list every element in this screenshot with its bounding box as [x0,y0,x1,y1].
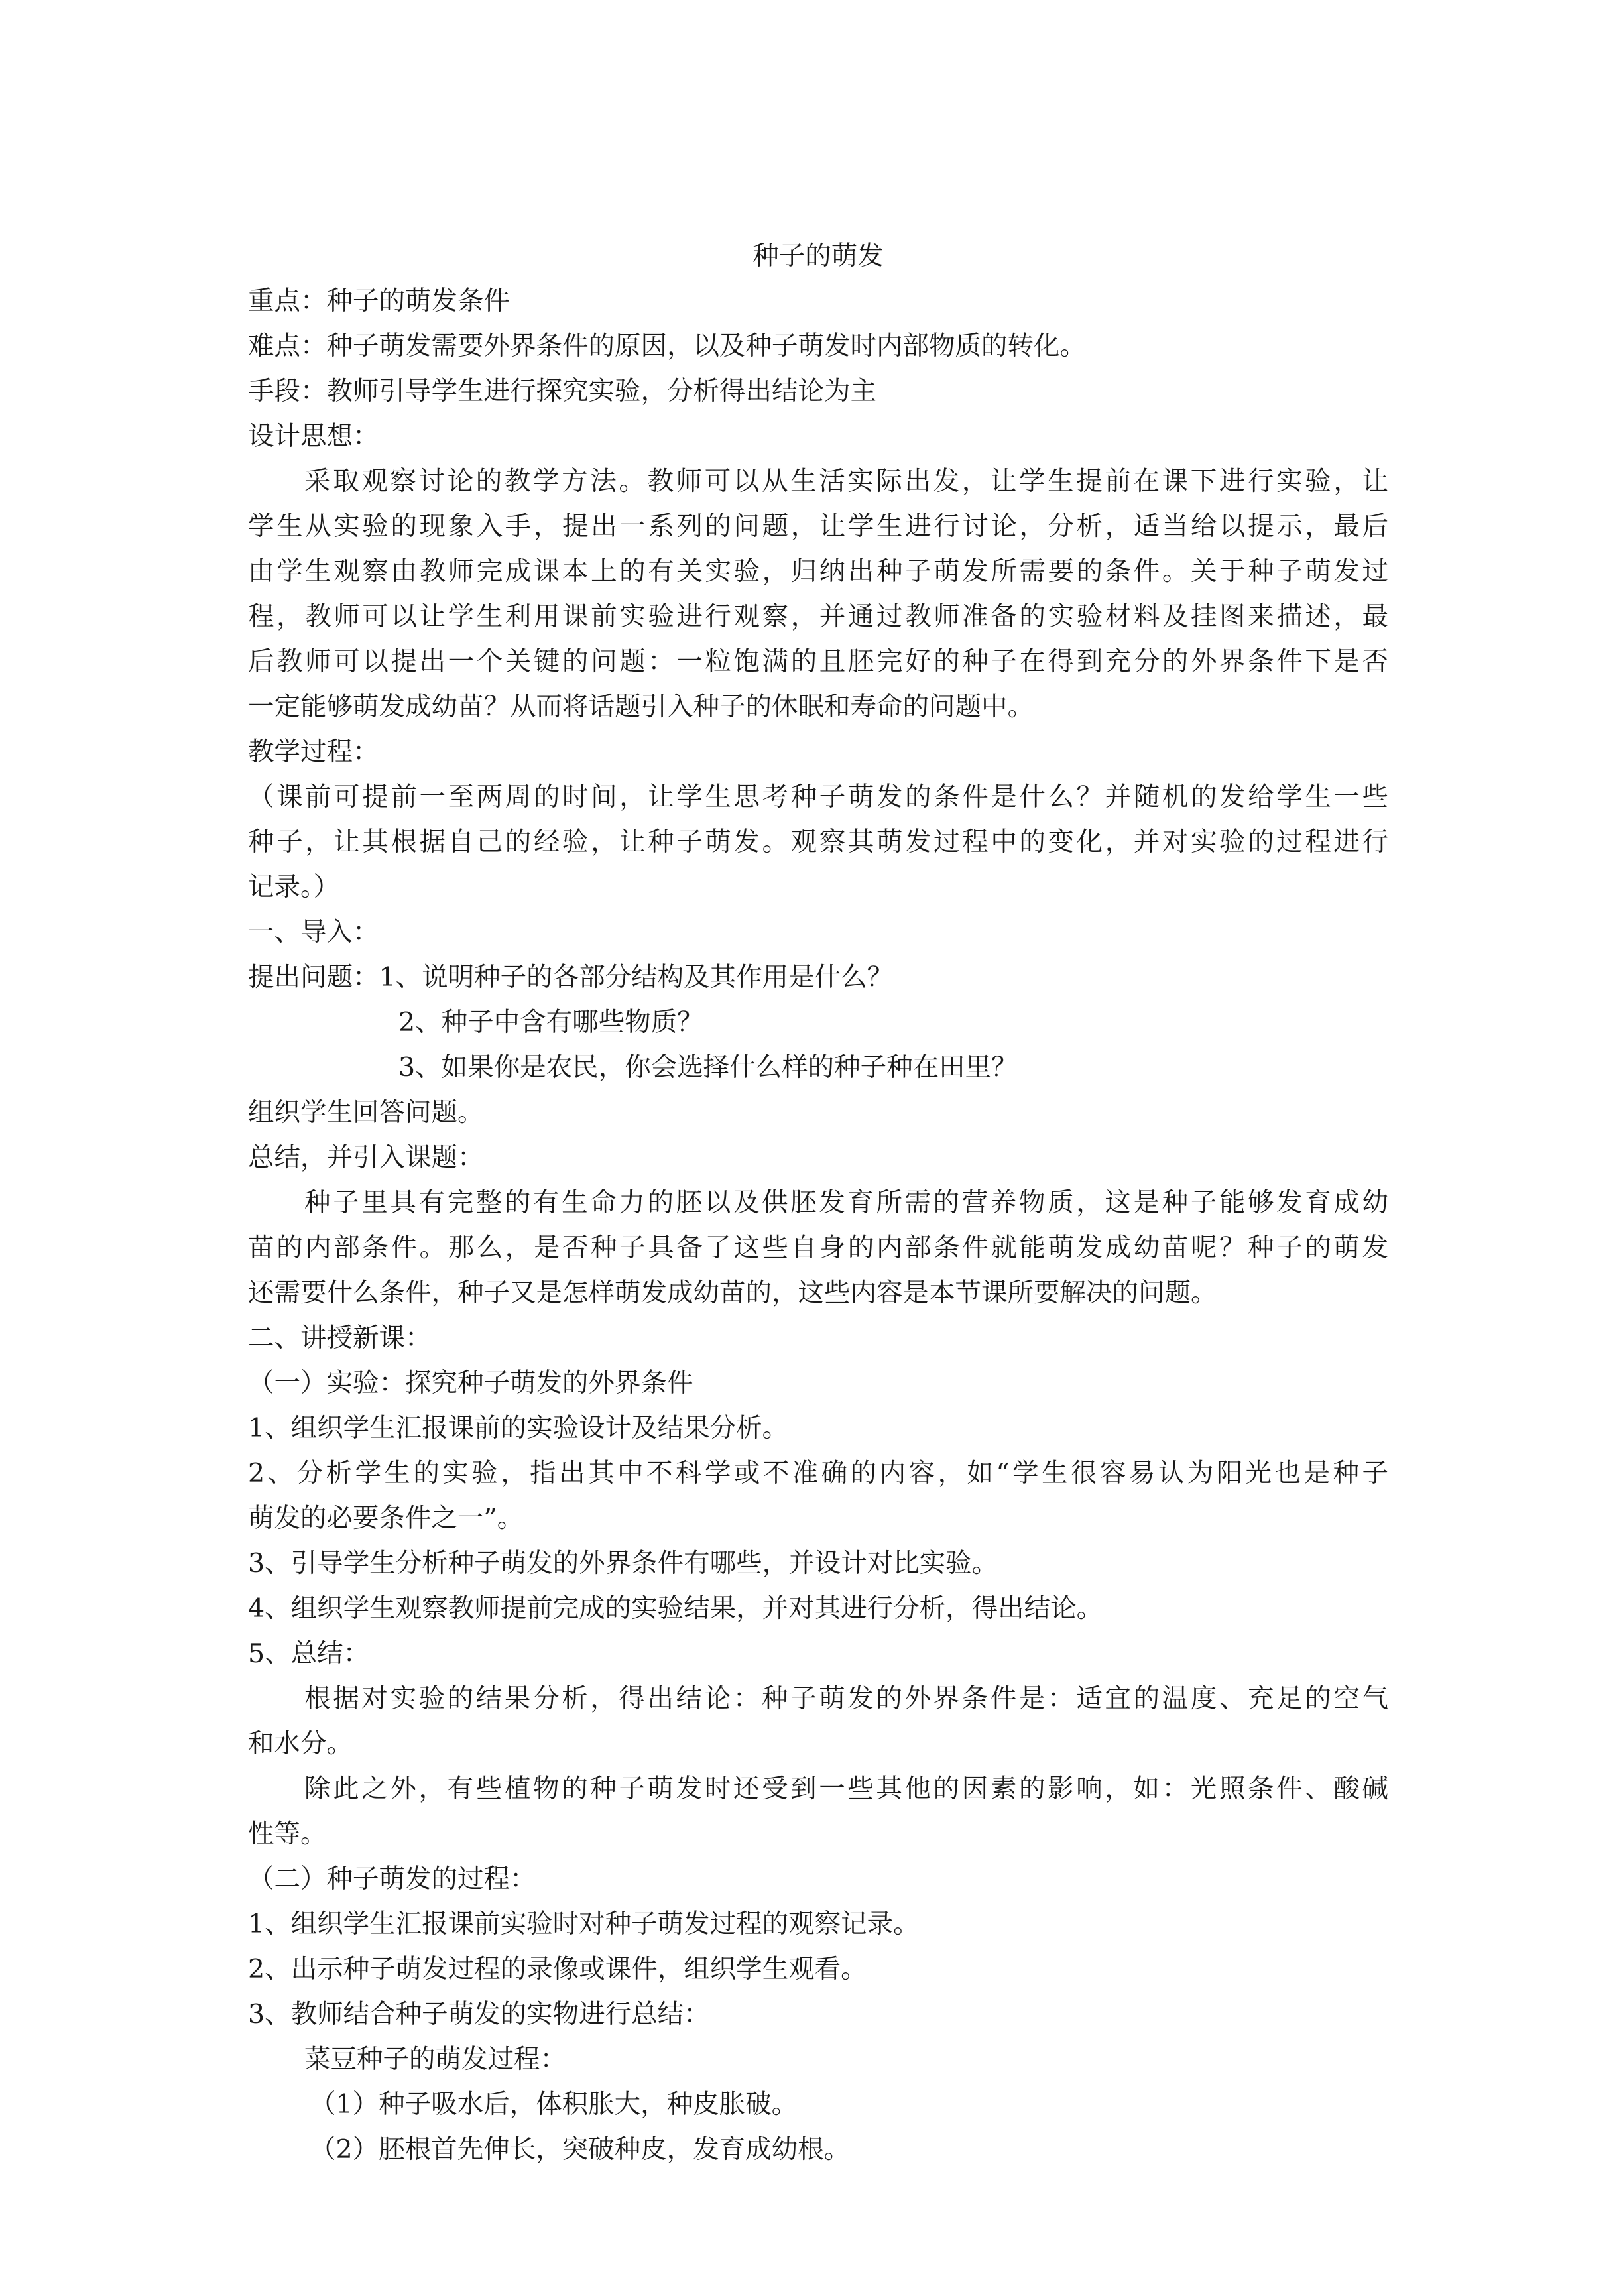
list-item: 2、出示种子萌发过程的录像或课件，组织学生观看。 [248,1954,867,1984]
section-2-heading: 二、讲授新课： [248,1323,432,1353]
summary-heading: 总结，并引入课题： [248,1142,484,1173]
process-note [248,774,1388,910]
process-heading: 教学过程： [248,737,379,767]
list-item: 1、组织学生汇报课前实验时对种子萌发过程的观察记录。 [248,1909,920,1939]
step-item: （1）种子吸水后，体积胀大，种皮胀破。 [310,2089,798,2120]
paragraph-line: 记录。） [248,872,340,902]
question-3: 3、如果你是农民，你会选择什么样的种子种在田里？ [398,1052,1018,1083]
paragraph-line: 种子，让其根据自己的经验，让种子萌发。观察其萌发过程中的变化，并对实验的过程进行 [248,827,1388,857]
paragraph-line: （课前可提前一至两周的时间，让学生思考种子萌发的条件是什么？并随机的发给学生一些 [248,782,1388,812]
conclusion-paragraph [248,1676,1388,1766]
paragraph-line: 和水分。 [248,1728,353,1759]
question-2: 2、种子中含有哪些物质？ [398,1007,703,1038]
paragraph-line: 苗的内部条件。那么，是否种子具备了这些自身的内部条件就能萌发成幼苗呢？种子的萌发 [248,1233,1388,1263]
additional-factors-paragraph [248,1766,1388,1856]
part-1-heading: （一）实验：探究种子萌发的外界条件 [248,1368,693,1398]
summary-paragraph [248,1180,1388,1315]
list-item: 1、组织学生汇报课前的实验设计及结果分析。 [248,1413,789,1443]
question-1: 提出问题：1、说明种子的各部分结构及其作用是什么？ [248,962,894,993]
paragraph-line: 采取观察讨论的教学方法。教师可以从生活实际出发，让学生提前在课下进行实验，让 [304,466,1388,497]
list-item: 5、总结： [248,1638,370,1669]
paragraph-line: 种子里具有完整的有生命力的胚以及供胚发育所需的营养物质，这是种子能够发育成幼 [304,1187,1388,1218]
list-item-continuation: 萌发的必要条件之一”。 [248,1503,524,1534]
design-paragraph [248,459,1388,729]
list-item: 4、组织学生观察教师提前完成的实验结果，并对其进行分析，得出结论。 [248,1593,1103,1624]
bean-heading: 菜豆种子的萌发过程： [304,2044,566,2075]
section-1-heading: 一、导入： [248,917,379,947]
part-2-heading: （二）种子萌发的过程： [248,1864,536,1894]
paragraph-line: 后教师可以提出一个关键的问题：一粒饱满的且胚完好的种子在得到充分的外界条件下是否 [248,646,1388,677]
paragraph-line: 性等。 [248,1819,327,1849]
step-item: （2）胚根首先伸长，突破种皮，发育成幼根。 [310,2134,851,2165]
list-item: 3、引导学生分析种子萌发的外界条件有哪些，并设计对比实验。 [248,1548,998,1579]
paragraph-line: 由学生观察由教师完成课本上的有关实验，归纳出种子萌发所需要的条件。关于种子萌发过 [248,556,1388,587]
key-point-line: 重点：种子的萌发条件 [248,286,510,316]
paragraph-line: 根据对实验的结果分析，得出结论：种子萌发的外界条件是：适宜的温度、充足的空气 [304,1683,1388,1714]
design-heading: 设计思想： [248,421,379,452]
list-item: 2、分析学生的实验，指出其中不科学或不准确的内容，如“学生很容易认为阳光也是种子 [248,1458,1388,1488]
list-item: 3、教师结合种子萌发的实物进行总结： [248,1999,710,2029]
paragraph-line: 程，教师可以让学生利用课前实验进行观察，并通过教师准备的实验材料及挂图来描述，最 [248,601,1388,632]
method-line: 手段：教师引导学生进行探究实验，分析得出结论为主 [248,376,876,406]
paragraph-line: 学生从实验的现象入手，提出一系列的问题，让学生进行讨论，分析，适当给以提示，最后 [248,511,1388,542]
document-body [248,233,1388,2172]
paragraph-line: 还需要什么条件，种子又是怎样萌发成幼苗的，这些内容是本节课所要解决的问题。 [248,1278,1217,1308]
paragraph-line: 除此之外，有些植物的种子萌发时还受到一些其他的因素的影响，如：光照条件、酸碱 [304,1774,1388,1804]
paragraph-line: 一定能够萌发成幼苗？从而将话题引入种子的休眠和寿命的问题中。 [248,692,1034,722]
organize-line: 组织学生回答问题。 [248,1097,484,1128]
document-title: 种子的萌发 [752,241,884,271]
difficulty-line: 难点：种子萌发需要外界条件的原因，以及种子萌发时内部物质的转化。 [248,331,1086,361]
